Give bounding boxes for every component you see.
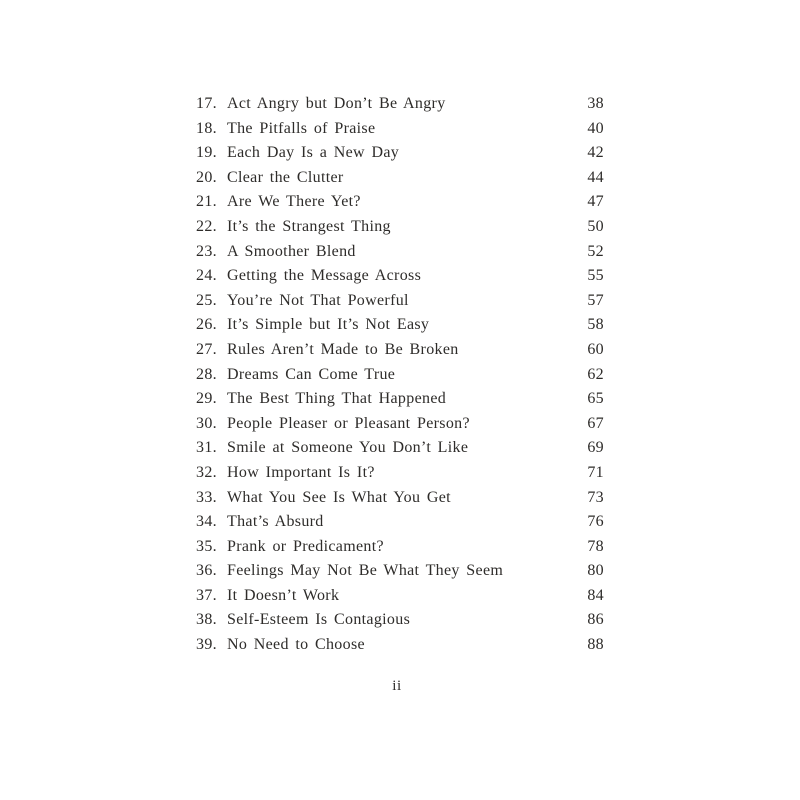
toc-entry-number: 36. [196, 562, 217, 580]
toc-entry-number: 30. [196, 414, 217, 432]
toc-entry-page-number: 52 [587, 242, 604, 260]
toc-entry-page-number: 65 [587, 390, 604, 408]
toc-entry-number: 33. [196, 488, 217, 506]
toc-entry-title: The Best Thing That Happened [227, 390, 447, 408]
toc-entry-page-number: 57 [587, 291, 604, 309]
toc-entry-number: 29. [196, 390, 217, 408]
toc-entry-number: 28. [196, 365, 217, 383]
toc-entry [196, 608, 604, 633]
toc-entry-title: It’s the Strangest Thing [227, 217, 391, 235]
toc-entry [196, 289, 604, 314]
toc-entry-title: It Doesn’t Work [227, 586, 340, 604]
toc-entry-page-number: 47 [587, 193, 604, 211]
toc-entry-number: 25. [196, 291, 217, 309]
toc-entry-page-number: 42 [587, 144, 604, 162]
toc-entry-page-number: 60 [587, 340, 604, 358]
toc-entry-page-number: 76 [587, 513, 604, 531]
toc-entry-page-number: 73 [587, 488, 604, 506]
toc-entry-number: 17. [196, 95, 217, 112]
toc-entry-number: 21. [196, 193, 217, 211]
toc-entry-title: Dreams Can Come True [227, 365, 396, 383]
toc-entry [196, 486, 604, 511]
toc-entry-page-number: 78 [587, 537, 604, 555]
toc-entry-title: Each Day Is a New Day [227, 144, 400, 162]
toc-entry-title: That’s Absurd [227, 513, 324, 531]
toc-entry-number: 22. [196, 217, 217, 235]
toc-entry-title: No Need to Choose [227, 636, 365, 654]
toc-entry-title: The Pitfalls of Praise [227, 119, 376, 137]
toc-entry-number: 34. [196, 513, 217, 531]
toc-entry-title: Are We There Yet? [227, 193, 361, 211]
toc-entry [196, 240, 604, 265]
toc-entry [196, 313, 604, 338]
toc-entry [196, 166, 604, 191]
toc-entry-page-number: 84 [587, 586, 604, 604]
toc-entry-number: 20. [196, 168, 217, 186]
toc-entry-page-number: 62 [587, 365, 604, 383]
toc-entry [196, 387, 604, 412]
toc-entry-number: 38. [196, 611, 217, 629]
toc-entry-title: A Smoother Blend [227, 242, 356, 260]
toc-entry-title: What You See Is What You Get [227, 488, 451, 506]
toc-entry [196, 215, 604, 240]
toc-entry-page-number: 69 [587, 439, 604, 457]
toc-entry [196, 363, 604, 388]
toc-entry-number: 37. [196, 586, 217, 604]
toc-entry-number: 39. [196, 636, 217, 654]
toc-entry-title: Smile at Someone You Don’t Like [227, 439, 469, 457]
toc-entry-page-number: 55 [587, 267, 604, 285]
toc-entry-number: 24. [196, 267, 217, 285]
toc-entry-title: Getting the Message Across [227, 267, 422, 285]
toc-entry [196, 92, 604, 117]
toc-entry-page-number: 44 [587, 168, 604, 186]
toc-entry-number: 31. [196, 439, 217, 457]
table-of-contents-list [196, 92, 604, 658]
toc-entry-number: 35. [196, 537, 217, 555]
toc-entry-number: 19. [196, 144, 217, 162]
toc-entry-title: It’s Simple but It’s Not Easy [227, 316, 430, 334]
toc-entry-page-number: 58 [587, 316, 604, 334]
toc-entry-number: 18. [196, 119, 217, 137]
toc-entry [196, 190, 604, 215]
toc-entry [196, 264, 604, 289]
toc-entry-page-number: 71 [587, 463, 604, 481]
toc-entry [196, 436, 604, 461]
toc-entry-title: Clear the Clutter [227, 168, 344, 186]
toc-entry-title: Self-Esteem Is Contagious [227, 611, 411, 629]
toc-entry-title: How Important Is It? [227, 463, 375, 481]
toc-entry-number: 23. [196, 242, 217, 260]
toc-entry-number: 26. [196, 316, 217, 334]
toc-entry [196, 412, 604, 437]
toc-entry-number: 27. [196, 340, 217, 358]
toc-entry-page-number: 38 [587, 95, 604, 112]
toc-entry [196, 338, 604, 363]
toc-entry [196, 141, 604, 166]
toc-entry-title: People Pleaser or Pleasant Person? [227, 414, 470, 432]
toc-entry [196, 535, 604, 560]
toc-entry-number: 32. [196, 463, 217, 481]
toc-entry-page-number: 67 [587, 414, 604, 432]
toc-entry [196, 584, 604, 609]
footer-page-number: ii [392, 678, 402, 694]
toc-entry-page-number: 88 [587, 636, 604, 654]
toc-entry [196, 510, 604, 535]
toc-entry-title: Act Angry but Don’t Be Angry [227, 95, 446, 112]
toc-entry-page-number: 40 [587, 119, 604, 137]
toc-entry-title: Rules Aren’t Made to Be Broken [227, 340, 459, 358]
toc-entry-page-number: 86 [587, 611, 604, 629]
toc-entry [196, 559, 604, 584]
toc-entry [196, 117, 604, 142]
toc-entry-title: You’re Not That Powerful [227, 291, 409, 309]
toc-entry [196, 633, 604, 658]
toc-entry-page-number: 50 [587, 217, 604, 235]
toc-entry-title: Prank or Predicament? [227, 537, 384, 555]
toc-entry-page-number: 80 [587, 562, 604, 580]
toc-entry [196, 461, 604, 486]
toc-entry-title: Feelings May Not Be What They Seem [227, 562, 504, 580]
